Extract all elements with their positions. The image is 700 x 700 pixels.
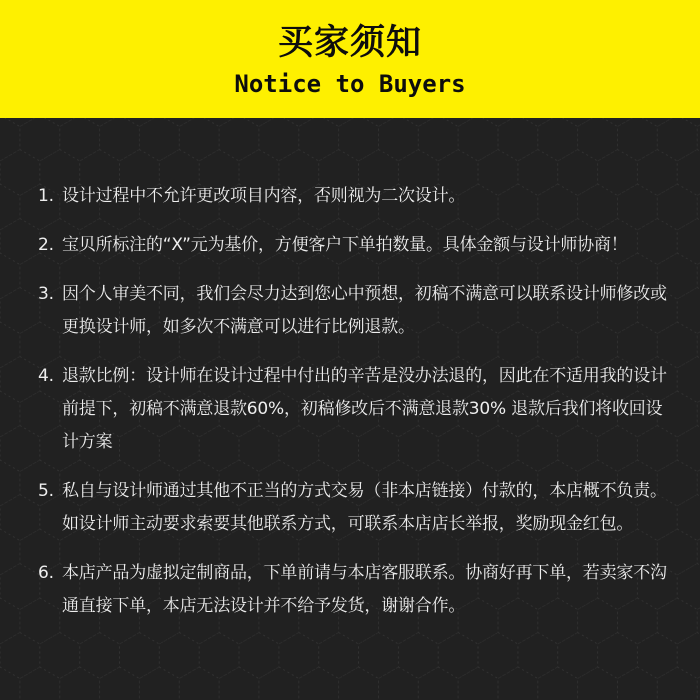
header-banner	[0, 0, 700, 118]
notice-item-text: 退款比例：设计师在设计过程中付出的辛苦是没办法退的，因此在不适用我的设计前提下，初稿不满意退款60%，初稿修改后不满意退款30% 退款后我们将收回设计方案	[62, 366, 667, 452]
notice-item-number: 4.	[38, 366, 54, 386]
page-subtitle: Notice to Buyers	[234, 70, 466, 99]
notice-item	[38, 229, 670, 262]
notice-item-text: 设计过程中不允许更改项目内容，否则视为二次设计。	[62, 186, 466, 206]
notice-item-text: 因个人审美不同，我们会尽力达到您心中预想，初稿不满意可以联系设计师修改或更换设计师，如多次不满意可以进行比例退款。	[62, 284, 667, 337]
notice-item	[38, 180, 670, 213]
notice-item-text: 宝贝所标注的“X”元为基价，方便客户下单拍数量。具体金额与设计师协商！	[62, 235, 628, 255]
page-title: 买家须知	[277, 23, 422, 63]
notice-item-number: 5.	[38, 481, 54, 501]
notice-item	[38, 278, 670, 344]
notice-item-number: 6.	[38, 563, 54, 583]
notice-item-number: 3.	[38, 284, 54, 304]
notice-item-number: 2.	[38, 235, 54, 255]
notice-item-text: 本店产品为虚拟定制商品，下单前请与本店客服联系。协商好再下单，若卖家不沟通直接下单，本店无法设计并不给予发货，谢谢合作。	[62, 563, 667, 616]
notice-item-number: 1.	[38, 186, 54, 206]
notice-item	[38, 360, 670, 459]
notice-item-text: 私自与设计师通过其他不正当的方式交易（非本店链接）付款的，本店概不负责。如设计师主动要求索要其他联系方式，可联系本店店长举报，奖励现金红包。	[62, 481, 667, 534]
notice-item	[38, 475, 670, 541]
notice-list	[38, 180, 670, 623]
notice-item	[38, 557, 670, 623]
